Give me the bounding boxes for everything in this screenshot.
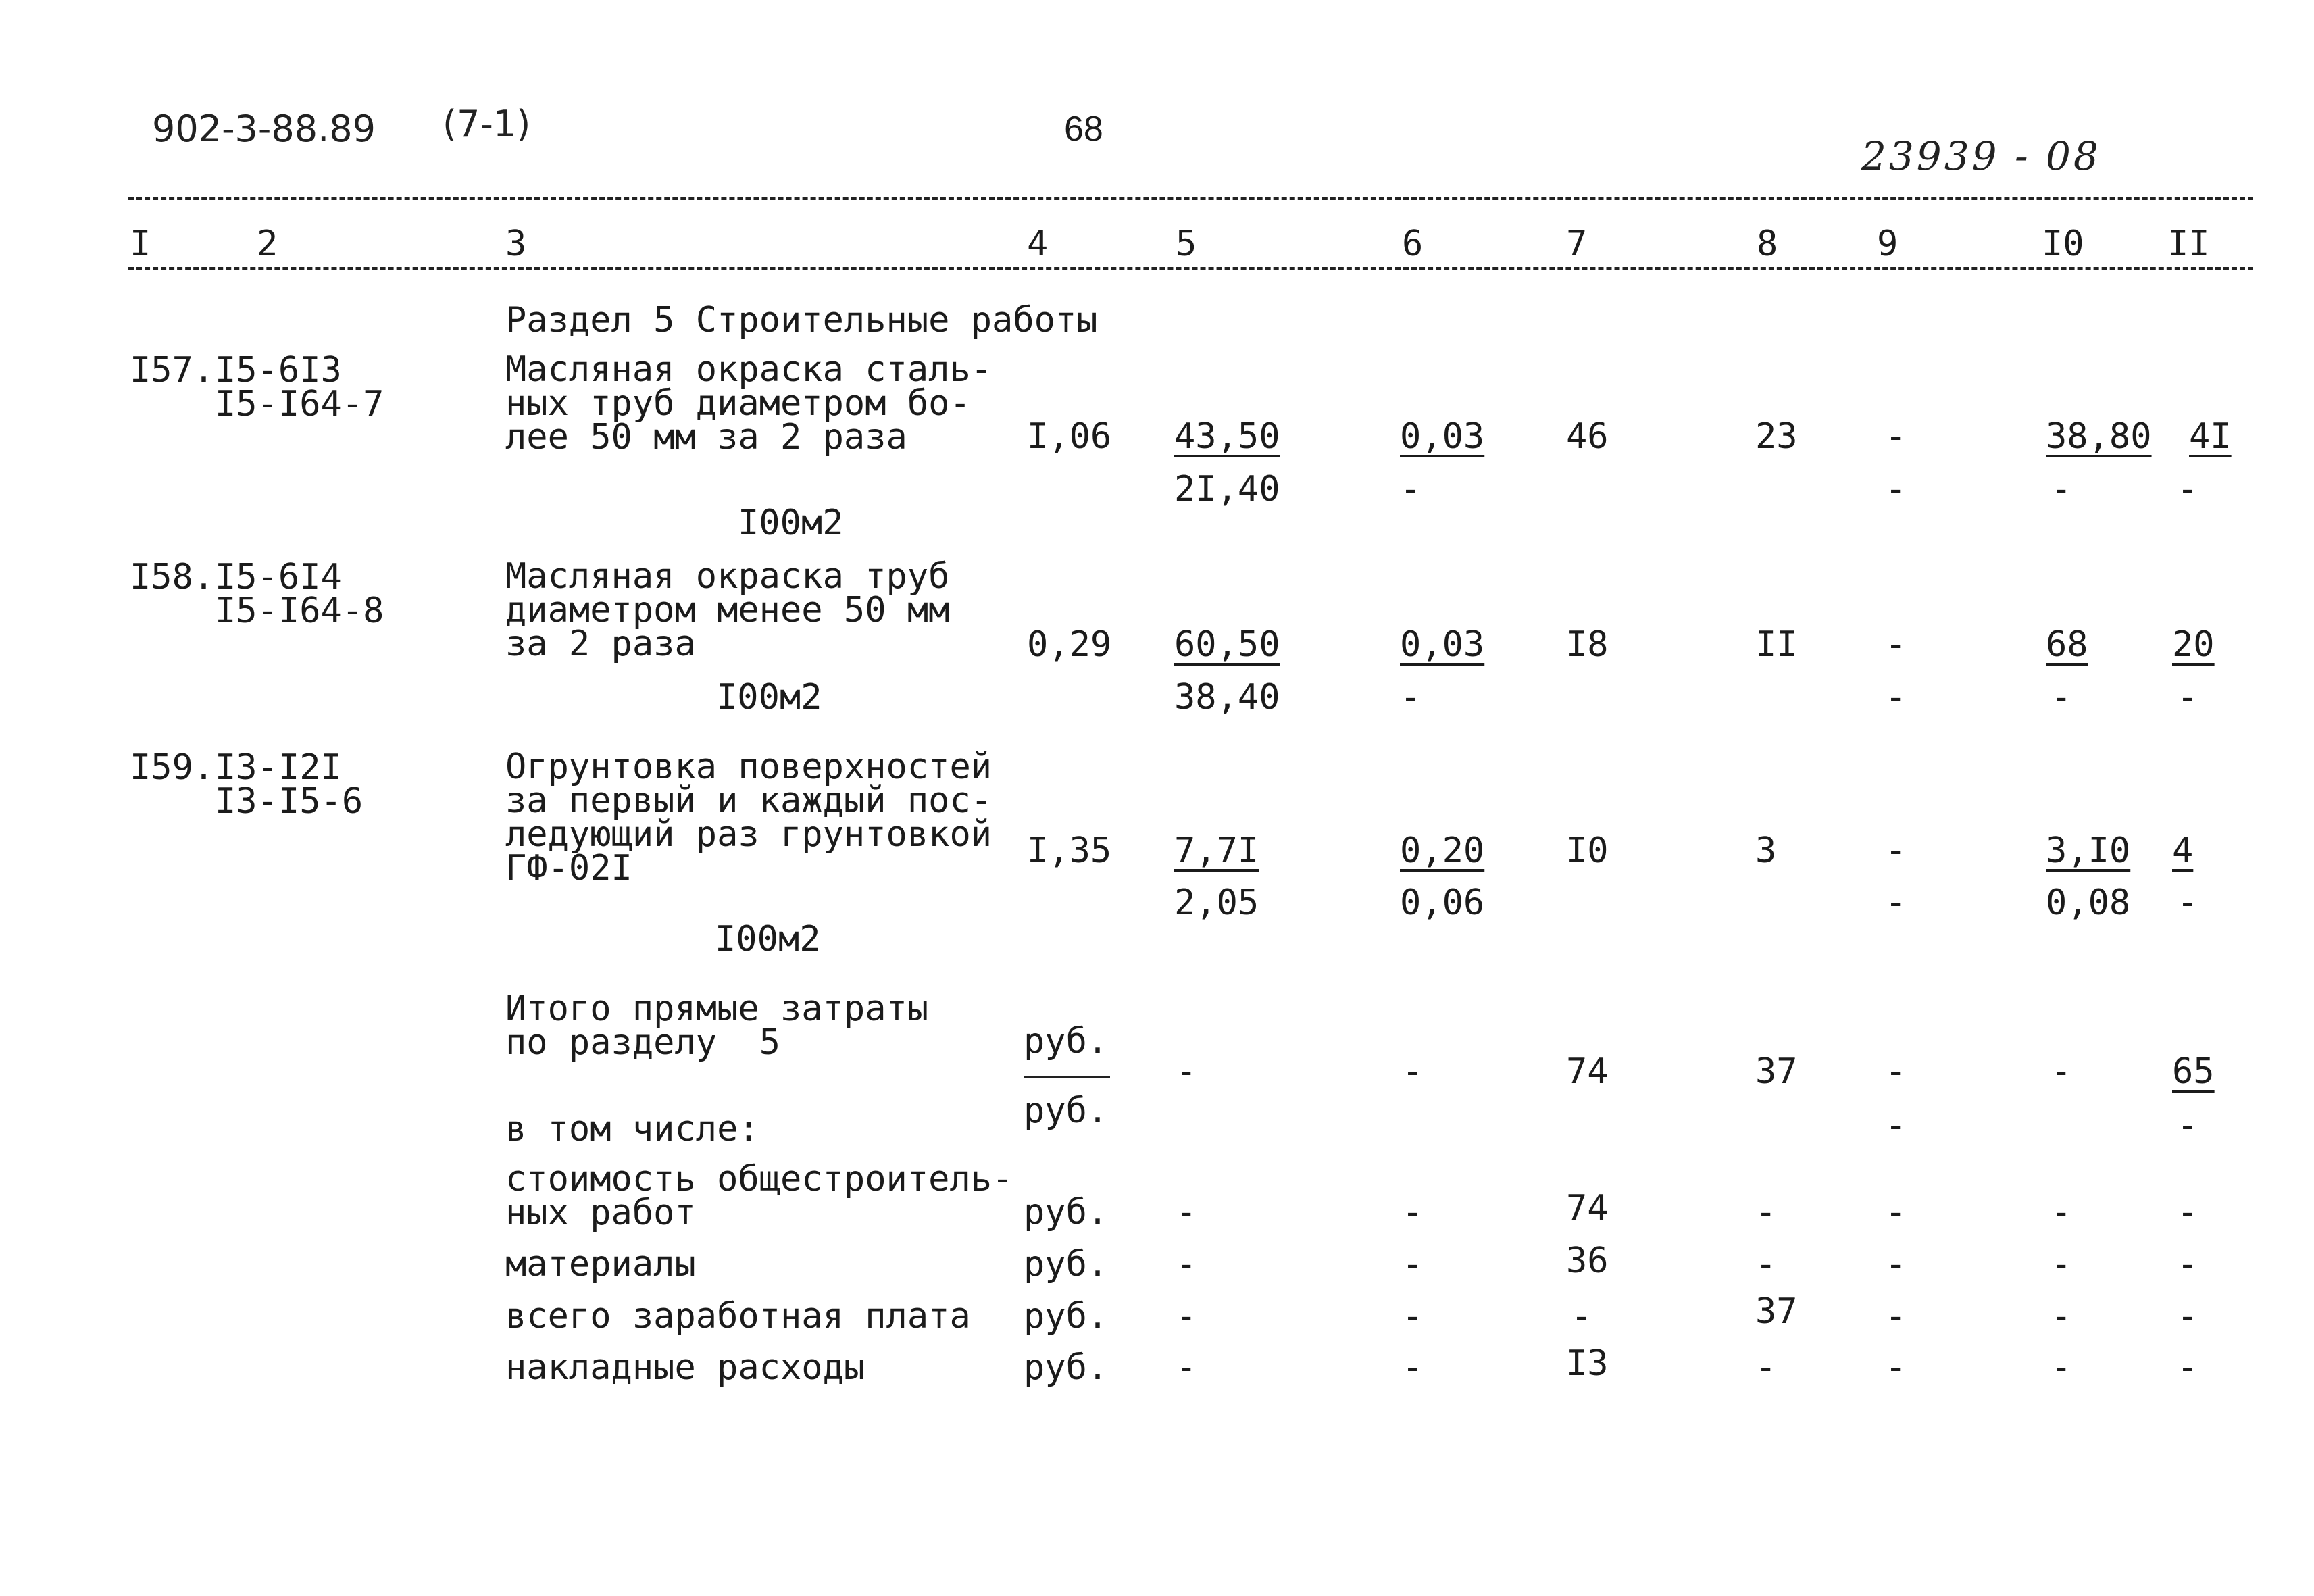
breakdown-col6: - [1402, 1244, 1424, 1285]
breakdown-col8: 37 [1755, 1291, 1798, 1332]
totals-col10: - [2051, 1051, 2072, 1092]
breakdown-col11: - [2177, 1347, 2198, 1388]
col9-sub-value: - [1885, 882, 1907, 923]
totals-unit: руб. [1024, 1021, 1109, 1062]
col6-value: 0,03 [1400, 416, 1485, 457]
col9-value: - [1885, 830, 1907, 871]
breakdown-label: всего заработная плата [505, 1296, 971, 1337]
col8-value: 23 [1755, 416, 1798, 457]
item-quantity: 0,29 [1027, 624, 1112, 665]
totals-label: Итого прямые затраты по разделу 5 [505, 989, 929, 1063]
col7-value: 46 [1566, 416, 1609, 457]
item-description: Масляная окраска труб диаметром менее 50 мм за 2 раза [505, 556, 950, 664]
col8-value: II [1755, 624, 1798, 665]
col10-sub-value: - [2051, 677, 2072, 718]
item-quantity: I,06 [1027, 416, 1112, 457]
totals-col11: 65 [2172, 1051, 2215, 1092]
item-code: I3-I2I [215, 747, 342, 788]
item-number: I59. [130, 747, 215, 788]
col5-sub-value: 38,40 [1174, 677, 1280, 718]
breakdown-col7: I3 [1566, 1343, 1609, 1384]
col6-sub-value: - [1400, 469, 1422, 509]
item-code: I5-6I4 [215, 557, 342, 597]
breakdown-unit: руб. [1024, 1192, 1109, 1232]
col6-value: 0,03 [1400, 624, 1485, 665]
breakdown-col5: - [1176, 1347, 1197, 1388]
page-number: 68 [1064, 109, 1103, 149]
totals-col9: - [1885, 1051, 1907, 1092]
col11-value: 4 [2172, 830, 2194, 871]
header-top-rule [128, 197, 2253, 200]
col5-value: 7,7I [1174, 830, 1259, 871]
breakdown-col9: - [1885, 1192, 1907, 1232]
col5-value: 43,50 [1174, 416, 1280, 457]
breakdown-col8: - [1755, 1192, 1777, 1232]
totals-col11-sub: - [2177, 1105, 2198, 1146]
item-quantity: I,35 [1027, 830, 1112, 871]
breakdown-col10: - [2051, 1244, 2072, 1285]
item-code: I5-I64-7 [215, 384, 384, 424]
col7-value: I0 [1566, 830, 1609, 871]
item-code: I5-6I3 [215, 350, 342, 391]
col5-sub-value: 2I,40 [1174, 469, 1280, 509]
col10-value: 68 [2046, 624, 2088, 665]
breakdown-col11: - [2177, 1296, 2198, 1337]
item-number: I57. [130, 350, 215, 391]
breakdown-label: материалы [505, 1244, 696, 1285]
col10-value: 3,I0 [2046, 830, 2131, 871]
breakdown-unit: руб. [1024, 1296, 1109, 1337]
col11-sub-value: - [2177, 882, 2198, 923]
col6-sub-value: 0,06 [1400, 882, 1485, 923]
breakdown-col11: - [2177, 1192, 2198, 1232]
document-part: (7-1) [443, 103, 531, 145]
col5-sub-value: 2,05 [1174, 882, 1259, 923]
col6-sub-value: - [1400, 677, 1422, 718]
item-unit: I00м2 [716, 677, 822, 718]
breakdown-col7: - [1571, 1296, 1592, 1337]
breakdown-col7: 74 [1566, 1188, 1609, 1228]
col11-value: 4I [2189, 416, 2232, 457]
totals-col6: - [1402, 1051, 1424, 1092]
column-header: 4 [1027, 224, 1049, 264]
column-header: I0 [2042, 224, 2084, 264]
col9-sub-value: - [1885, 469, 1907, 509]
breakdown-col11: - [2177, 1244, 2198, 1285]
col11-value: 20 [2172, 624, 2215, 665]
item-unit: I00м2 [738, 503, 844, 543]
column-header: 9 [1877, 224, 1898, 264]
item-number: I58. [130, 557, 215, 597]
totals-unit-rule [1024, 1076, 1110, 1078]
breakdown-col5: - [1176, 1296, 1197, 1337]
col9-value: - [1885, 624, 1907, 665]
breakdown-col10: - [2051, 1192, 2072, 1232]
col7-value: I8 [1566, 624, 1609, 665]
breakdown-col10: - [2051, 1296, 2072, 1337]
breakdown-col6: - [1402, 1296, 1424, 1337]
column-header: 3 [505, 224, 527, 264]
column-header: 2 [257, 224, 278, 264]
document-code: 902-3-88.89 [152, 107, 376, 150]
breakdown-col8: - [1755, 1244, 1777, 1285]
column-header: I [130, 224, 151, 264]
col11-sub-value: - [2177, 469, 2198, 509]
including-label: в том числе: [505, 1109, 759, 1149]
col5-value: 60,50 [1174, 624, 1280, 665]
breakdown-label: накладные расходы [505, 1347, 865, 1388]
header-bottom-rule [128, 267, 2253, 270]
col10-value: 38,80 [2046, 416, 2152, 457]
col9-sub-value: - [1885, 677, 1907, 718]
breakdown-unit: руб. [1024, 1347, 1109, 1388]
breakdown-col6: - [1402, 1192, 1424, 1232]
archive-number: 23939 - 08 [1861, 133, 2101, 179]
column-header: 8 [1757, 224, 1778, 264]
breakdown-col9: - [1885, 1347, 1907, 1388]
col10-sub-value: 0,08 [2046, 882, 2131, 923]
col6-value: 0,20 [1400, 830, 1485, 871]
col8-value: 3 [1755, 830, 1777, 871]
col11-sub-value: - [2177, 677, 2198, 718]
column-header: 7 [1566, 224, 1588, 264]
breakdown-col9: - [1885, 1244, 1907, 1285]
col10-sub-value: - [2051, 469, 2072, 509]
totals-col9-sub: - [1885, 1105, 1907, 1146]
breakdown-unit: руб. [1024, 1244, 1109, 1285]
breakdown-col5: - [1176, 1192, 1197, 1232]
col9-value: - [1885, 416, 1907, 457]
breakdown-label: стоимость общестроитель- ных работ [505, 1159, 1013, 1233]
item-code: I3-I5-6 [215, 781, 363, 822]
totals-col7: 74 [1566, 1051, 1609, 1092]
breakdown-col5: - [1176, 1244, 1197, 1285]
totals-unit: руб. [1024, 1091, 1109, 1131]
column-header: 6 [1402, 224, 1424, 264]
item-description: Огрунтовка поверхностей за первый и каждый пос- ледующий раз грунтовкой ГФ-02I [505, 747, 992, 889]
totals-col8: 37 [1755, 1051, 1798, 1092]
breakdown-col9: - [1885, 1296, 1907, 1337]
item-unit: I00м2 [715, 919, 821, 959]
breakdown-col10: - [2051, 1347, 2072, 1388]
totals-col5: - [1176, 1051, 1197, 1092]
item-code: I5-I64-8 [215, 591, 384, 631]
column-header: II [2167, 224, 2210, 264]
section-title: Раздел 5 Строительные работы [505, 300, 1098, 341]
breakdown-col7: 36 [1566, 1241, 1609, 1281]
breakdown-col8: - [1755, 1347, 1777, 1388]
breakdown-col6: - [1402, 1347, 1424, 1388]
item-description: Масляная окраска сталь- ных труб диаметром бо- лее 50 мм за 2 раза [505, 349, 992, 457]
column-header: 5 [1176, 224, 1197, 264]
